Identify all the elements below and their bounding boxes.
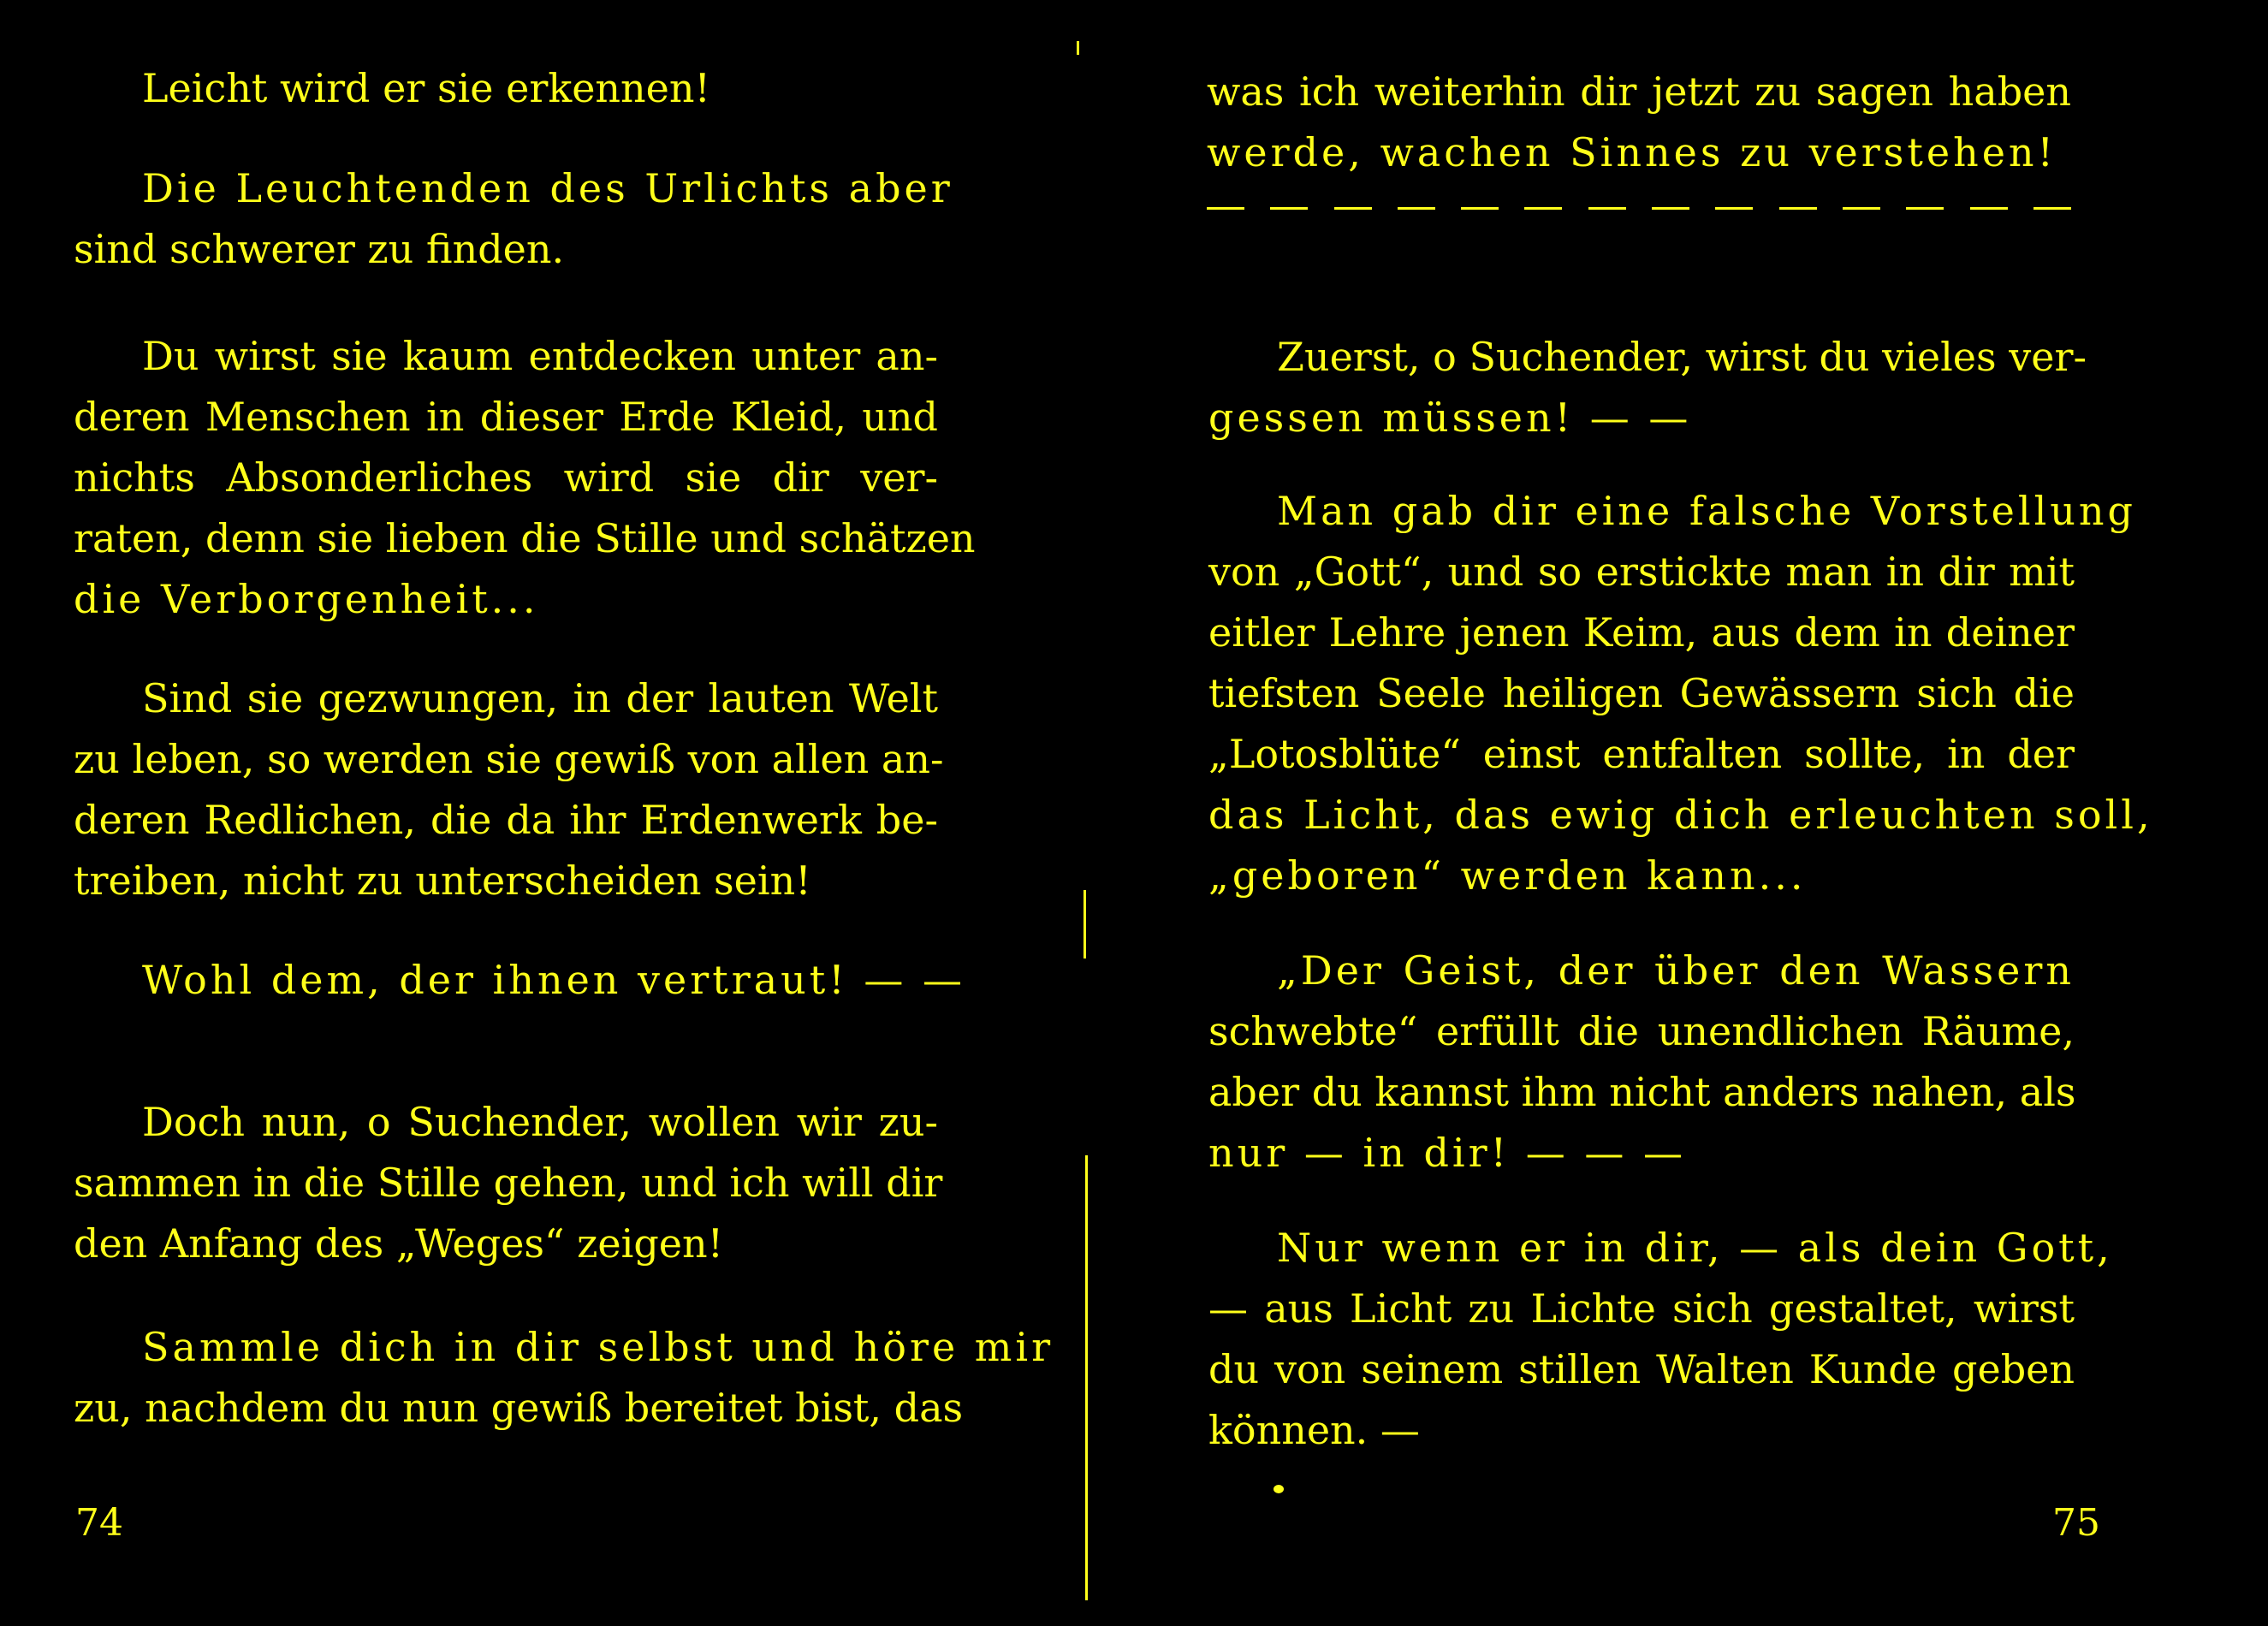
text-line: Man gab dir eine falsche Vorstellung: [1277, 488, 2137, 534]
text-line: — aus Licht zu Lichte sich gestaltet, wirst: [1208, 1285, 2075, 1332]
page-number: 75: [2052, 1501, 2100, 1545]
text-line: nichts Absonderliches wird sie dir ver-: [74, 454, 938, 501]
text-line: zu, nachdem du nun gewiß bereitet bist, das: [74, 1385, 964, 1431]
text-line: Nur wenn er in dir, — als dein Gott,: [1277, 1225, 2113, 1271]
text-line: die Verborgenheit...: [74, 576, 539, 622]
paragraph: [74, 158, 953, 280]
right-text-block: [1207, 62, 2071, 183]
paragraph: [74, 950, 965, 1011]
ink-dot: [1274, 1485, 1284, 1493]
paragraph: [74, 326, 976, 630]
text-line: schwebte“ erfüllt die unendlichen Räume,: [1208, 1008, 2075, 1054]
text-line: „Der Geist, der über den Wassern: [1277, 947, 2075, 994]
text-line: sammen in die Stille gehen, und ich will dir: [74, 1160, 943, 1206]
text-line: Zuerst, o Suchender, wirst du vieles ver-: [1277, 334, 2087, 380]
text-line: „geboren“ werden kann...: [1208, 852, 1807, 899]
text-line: „Lotosblüte“ einst entfalten sollte, in der: [1208, 731, 2075, 777]
right-text-block: [1208, 327, 2153, 1461]
page-number: 74: [75, 1501, 123, 1545]
text-line: werde, wachen Sinnes zu verstehen!: [1207, 129, 2057, 175]
left-text-block: [74, 58, 1054, 1439]
text-line: zu leben, so werden sie gewiß von allen an-: [74, 736, 944, 782]
paragraph: [74, 1317, 1054, 1439]
text-line: eitler Lehre jenen Keim, aus dem in deiner: [1208, 609, 2075, 656]
text-line: Doch nun, o Suchender, wollen wir zu-: [142, 1099, 938, 1145]
text-line: deren Menschen in dieser Erde Kleid, und: [74, 394, 938, 440]
paragraph: [74, 1092, 943, 1274]
text-line: Die Leuchtenden des Urlichts aber: [142, 165, 953, 211]
text-line: raten, denn sie lieben die Stille und schätzen: [74, 515, 976, 561]
text-line: Sammle dich in dir selbst und höre mir: [142, 1324, 1054, 1370]
gutter-rule: [1085, 1155, 1088, 1600]
text-line: tiefsten Seele heiligen Gewässern sich die: [1208, 670, 2075, 716]
paragraph: [1208, 1218, 2113, 1461]
text-line: sind schwerer zu finden.: [74, 226, 565, 272]
paragraph: [1208, 327, 2087, 448]
paragraph: [1207, 62, 2071, 183]
paragraph: [1208, 941, 2075, 1184]
separator-rule: [1207, 199, 2071, 217]
text-line: nur — in dir! — — —: [1208, 1130, 1686, 1176]
paragraph: [1208, 481, 2153, 906]
text-line: das Licht, das ewig dich erleuchten soll,: [1208, 792, 2153, 838]
gutter-rule: [1084, 890, 1086, 958]
text-line: den Anfang des „Weges“ zeigen!: [74, 1220, 724, 1267]
text-line: du von seinem stillen Walten Kunde geben: [1208, 1346, 2075, 1392]
text-line: Sind sie gezwungen, in der lauten Welt: [142, 675, 938, 721]
text-line: können. —: [1208, 1407, 1420, 1453]
paragraph: [74, 668, 944, 911]
left-page: [0, 0, 1095, 1626]
text-line: deren Redlichen, die da ihr Erdenwerk be-: [74, 797, 938, 843]
text-line: treiben, nicht zu unterscheiden sein!: [74, 858, 811, 904]
text-line: gessen müssen! — —: [1208, 395, 1692, 441]
text-line: Du wirst sie kaum entdecken unter an-: [142, 333, 938, 379]
text-line: was ich weiterhin dir jetzt zu sagen haben: [1207, 68, 2071, 115]
right-page: [1095, 0, 2268, 1626]
text-line: Leicht wird er sie erkennen!: [142, 65, 711, 111]
text-line: aber du kannst ihm nicht anders nahen, als: [1208, 1069, 2076, 1115]
paragraph: [74, 58, 938, 119]
text-line: Wohl dem, der ihnen vertraut! — —: [142, 957, 965, 1003]
gutter-rule: [1077, 41, 1079, 55]
text-line: von „Gott“, und so erstickte man in dir mit: [1208, 549, 2075, 595]
